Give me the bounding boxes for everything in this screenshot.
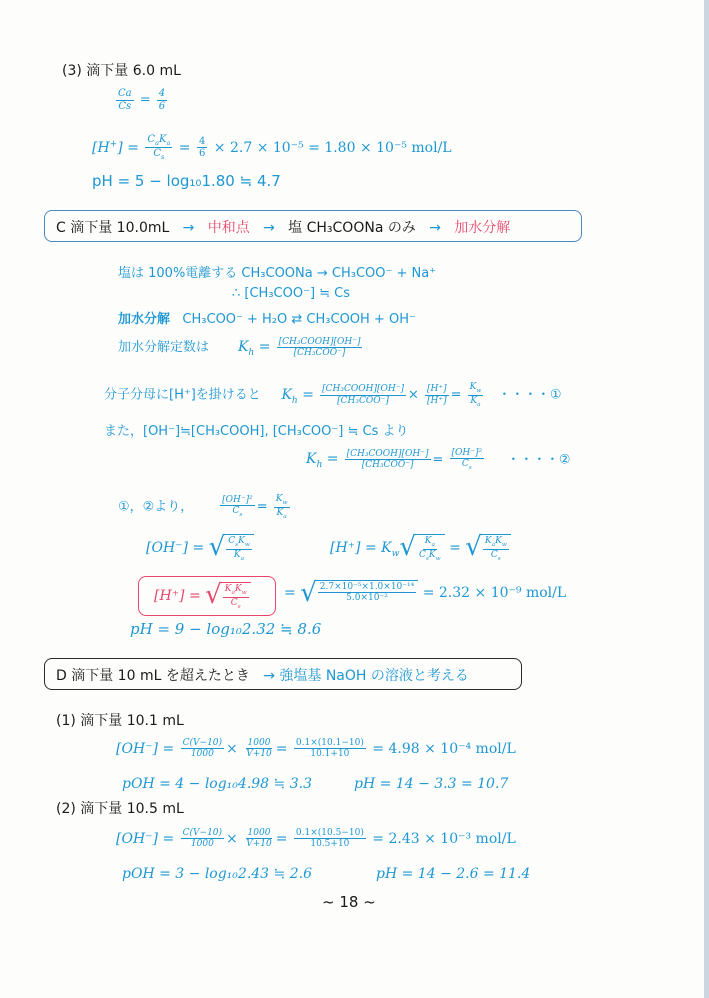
oh-sqrt-formula: [OH⁻] = √ $\frac{C_sK_w}{K_a}$ <box>146 534 254 562</box>
section-3-heading: (3) 滴下量 6.0 mL <box>62 63 181 79</box>
ph-result-c: pH = 9 − log₁₀2.32 ≒ 8.6 <box>130 620 322 638</box>
d1-oh-equation: [OH⁻] = $\frac{C(V-10)}{1000}$ × $\frac{1000}{V+10}$ = $\frac{0.1\times(10.1-10)}{10.1+10}$ = 4.98 × 10⁻⁴ mol/L <box>116 738 516 760</box>
page-edge-strip <box>704 0 709 998</box>
c-line-assumption: また，[OH⁻]≒[CH₃COOH], [CH₃COO⁻] ≒ Cs より <box>104 424 409 439</box>
c-line-hydrolysis: 加水分解 CH₃COO⁻ + H₂O ⇄ CH₃COOH + OH⁻ <box>118 312 416 327</box>
c-line-approx: ∴ [CH₃COO⁻] ≒ Cs <box>232 286 351 301</box>
section-d-header: D 滴下量 10 mL を超えたとき → 強塩基 NaOH の溶液と考える <box>56 668 469 684</box>
c-line-kh2: $K_h$ = $\frac{\text{[CH₃COOH][OH⁻]}}{\text{[CH₃COO⁻]}}$ = $\frac{\text{[OH⁻]²}}{C_s}$ ・・・・② <box>306 448 571 472</box>
d1-poh: pOH = 4 − log₁₀4.98 ≒ 3.3 <box>122 776 312 792</box>
c-line-multiply: 分子分母に[H⁺]を掛けると $K_h$ = $\frac{\text{[CH₃COOH][OH⁻]}}{\text{[CH₃COO⁻]}}$ × $\frac{[H^+]}{[H^+]}$ = $\frac{K_w}{K_a}$ ・・・・① <box>104 382 562 408</box>
ratio-equation: $\frac{Ca}{Cs}$ = $\frac{4}{6}$ <box>118 88 166 112</box>
ph-result-3: pH = 5 − log₁₀1.80 ≒ 4.7 <box>92 172 281 190</box>
d2-ph: pH = 14 − 2.6 = 11.4 <box>376 866 531 882</box>
h-sqrt-formula: $[H^+] = K_w$ √ $\frac{K_a}{C_sK_w}$ = √ $\frac{K_aK_w}{C_s}$ <box>330 534 511 562</box>
page-number: ~ 18 ~ <box>322 893 376 911</box>
d2-poh: pOH = 3 − log₁₀2.43 ≒ 2.6 <box>122 866 312 882</box>
c-line-combine: ①，②より， $\frac{\text{[OH⁻]²}}{C_s}$ = $\frac{K_w}{K_a}$ <box>118 494 288 520</box>
d2-oh-equation: [OH⁻] = $\frac{C(V-10)}{1000}$ × $\frac{1000}{V+10}$ = $\frac{0.1\times(10.5-10)}{10.5+10}$ = 2.43 × 10⁻³ mol/L <box>116 828 516 850</box>
section-c-header: C 滴下量 10.0mL → 中和点 → 塩 CH₃COONa のみ → 加水分解 <box>56 220 511 236</box>
d2-heading: (2) 滴下量 10.5 mL <box>56 801 184 817</box>
c-line-kh: 加水分解定数は $K_h$ = $\frac{\text{[CH₃COOH][OH⁻]}}{\text{[CH₃COO⁻]}}$ <box>118 336 361 358</box>
d1-heading: (1) 滴下量 10.1 mL <box>56 713 184 729</box>
key-formula: [H⁺] = √ $\frac{K_aK_w}{C_s}$ <box>154 582 251 610</box>
c-line-dissociation: 塩は 100%電離する CH₃COONa → CH₃COO⁻ + Na⁺ <box>118 266 437 281</box>
numeric-substitution: = √ $\frac{\text{2.7×10⁻⁵×1.0×10⁻¹⁴}}{\text{5.0×10⁻²}}$ = 2.32 × 10⁻⁹ mol/L <box>284 578 567 608</box>
d1-ph: pH = 14 − 3.3 = 10.7 <box>354 776 509 792</box>
h-ion-equation-3: [H+] = $\frac{C_aK_a}{C_s}$ = $\frac{4}{6}$ × 2.7 × 10⁻⁵ = 1.80 × 10⁻⁵ mol/L <box>92 134 452 162</box>
